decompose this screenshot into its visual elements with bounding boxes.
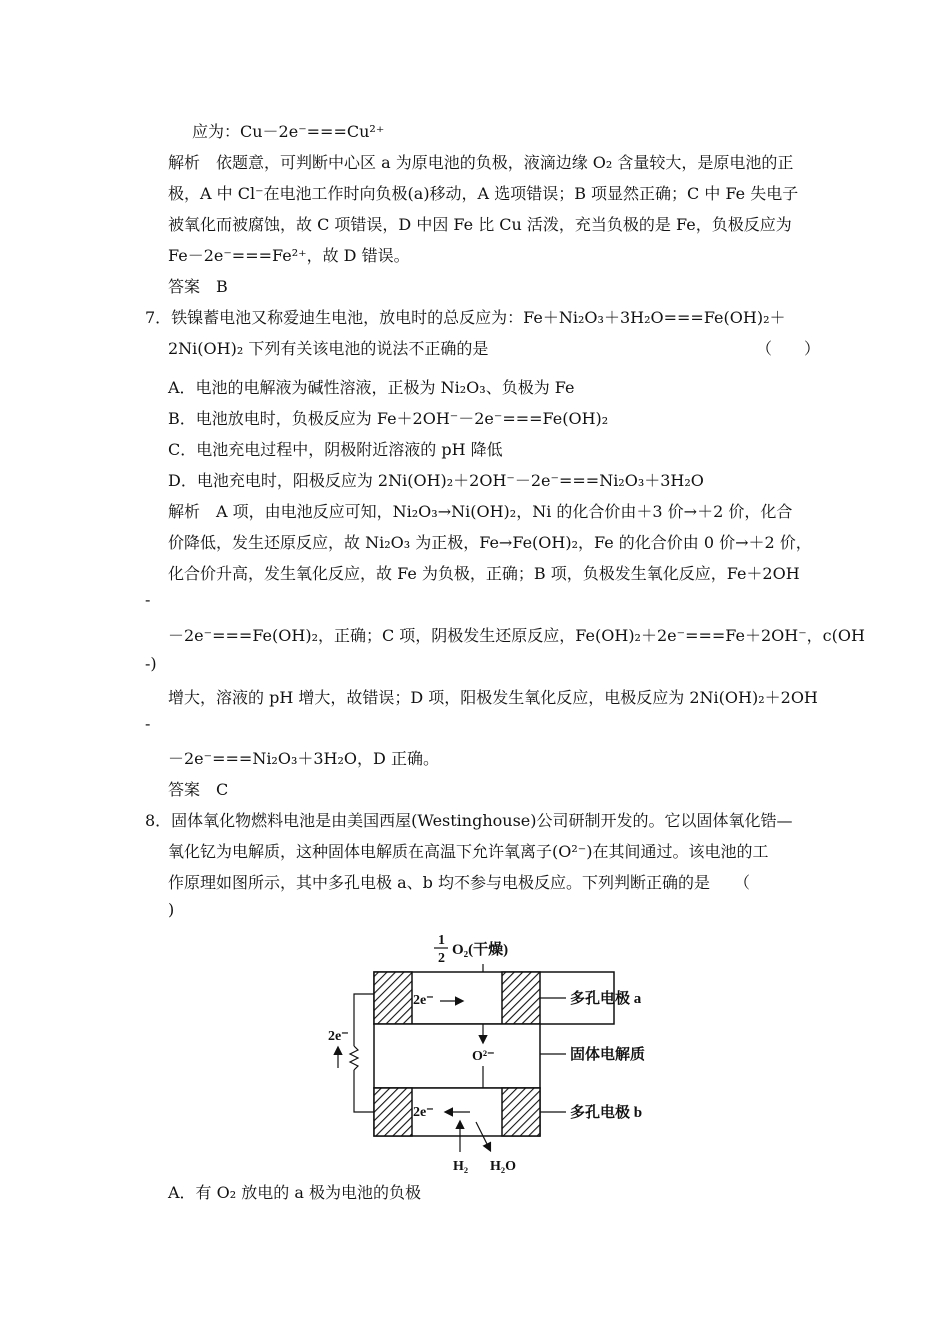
text-line-4: 被氧化而被腐蚀，故 C 项错误，D 中因 Fe 比 Cu 活泼，充当负极的是 Fe，负极反应为: [168, 215, 792, 234]
svg-text:O₂(干燥): O₂(干燥): [452, 942, 509, 958]
electron-label-bottom: 2e⁻: [413, 1105, 434, 1120]
label-electrode-b: 多孔电极 b: [570, 1105, 643, 1121]
answer-label: 答案 C: [168, 780, 229, 799]
text-line-3: 极，A 中 Cl⁻在电池工作时向负极(a)移动，A 选项错误；B 项显然正确；C 中 Fe 失电子: [168, 184, 799, 203]
question-7-stem: 7．铁镍蓄电池又称爱迪生电池，放电时的总反应为：Fe＋Ni₂O₃＋3H₂O===Fe(OH)₂＋: [145, 308, 786, 327]
label-electrolyte: 固体电解质: [570, 1047, 646, 1063]
h2-label: H₂: [453, 1159, 469, 1174]
option-d: D．电池充电时，阳极反应为 2Ni(OH)₂＋2OH⁻－2e⁻===Ni₂O₃＋3H₂O: [168, 471, 704, 490]
analysis-line-5: －2e⁻===Fe(OH)₂，正确；C 项，阴极发生还原反应，Fe(OH)₂＋2e⁻===Fe＋2OH⁻，c(OH: [168, 626, 865, 645]
label-electrode-a: 多孔电极 a: [570, 991, 642, 1007]
electron-label-top: 2e⁻: [413, 993, 434, 1008]
question-8-stem: 8．固体氧化物燃料电池是由美国西屋(Westinghouse)公司研制开发的。它以固体氧化锆—: [145, 811, 793, 830]
question-8-stem-cont: 作原理如图所示，其中多孔电极 a、b 均不参与电极反应。下列判断正确的是 （: [168, 873, 750, 892]
option-a: A．电池的电解液为碱性溶液，正极为 Ni₂O₃、负极为 Fe: [168, 378, 575, 397]
analysis-line-7: 增大，溶液的 pH 增大，故错误；D 项，阳极发生氧化反应，电极反应为 2Ni(OH)₂＋2OH: [168, 688, 818, 707]
fuel-cell-diagram: [320, 928, 660, 1176]
external-wire: [354, 994, 374, 1046]
option-b: B．电池放电时，负极反应为 Fe＋2OH⁻－2e⁻===Fe(OH)₂: [168, 409, 609, 428]
analysis-line-2: 价降低，发生还原反应，故 Ni₂O₃ 为正极，Fe→Fe(OH)₂，Fe 的化合价由 0 价→＋2 价，: [168, 533, 812, 552]
answer-blank: （ ）: [756, 339, 821, 358]
option-a: A．有 O₂ 放电的 a 极为电池的负极: [168, 1183, 421, 1202]
oxide-ion-label: O²⁻: [472, 1049, 495, 1064]
analysis-line-9: －2e⁻===Ni₂O₃＋3H₂O，D 正确。: [168, 749, 439, 768]
text-line-5: Fe－2e⁻===Fe²⁺，故 D 错误。: [168, 246, 410, 265]
electron-label-external: 2e⁻: [328, 1029, 349, 1044]
answer-label: 答案 B: [168, 277, 228, 296]
analysis-line-3: 化合价升高，发生氧化反应，故 Fe 为负极，正确；B 项，负极发生氧化反应，Fe＋2OH: [168, 564, 800, 583]
text-line-1: 应为：Cu－2e⁻===Cu²⁺: [192, 122, 385, 141]
solid-electrolyte: [374, 1024, 540, 1088]
text-line-2: 解析 依题意，可判断中心区 a 为原电池的负极，液滴边缘 O₂ 含量较大，是原电池的正: [168, 153, 794, 172]
analysis-line-1: 解析 A 项，由电池反应可知，Ni₂O₃→Ni(OH)₂，Ni 的化合价由＋3 价→＋2 价，化合: [168, 502, 793, 521]
question-8-stem-cont: 氧化钇为电解质，这种固体电解质在高温下允许氧离子(O²⁻)在其间通过。该电池的工: [168, 842, 769, 861]
option-c: C．电池充电过程中，阴极附近溶液的 pH 降低: [168, 440, 503, 459]
svg-text:2: 2: [438, 951, 445, 966]
o2-inlet-label: [434, 933, 508, 966]
question-7-stem-cont: 2Ni(OH)₂ 下列有关该电池的说法不正确的是: [168, 339, 489, 358]
h2o-label: H₂O: [490, 1159, 516, 1174]
analysis-line-6: -): [145, 654, 157, 673]
resistor-symbol: [350, 1046, 358, 1070]
svg-text:1: 1: [438, 933, 445, 948]
answer-blank: ): [168, 900, 175, 919]
analysis-line-8: -: [145, 714, 151, 733]
analysis-line-4: -: [145, 590, 151, 609]
